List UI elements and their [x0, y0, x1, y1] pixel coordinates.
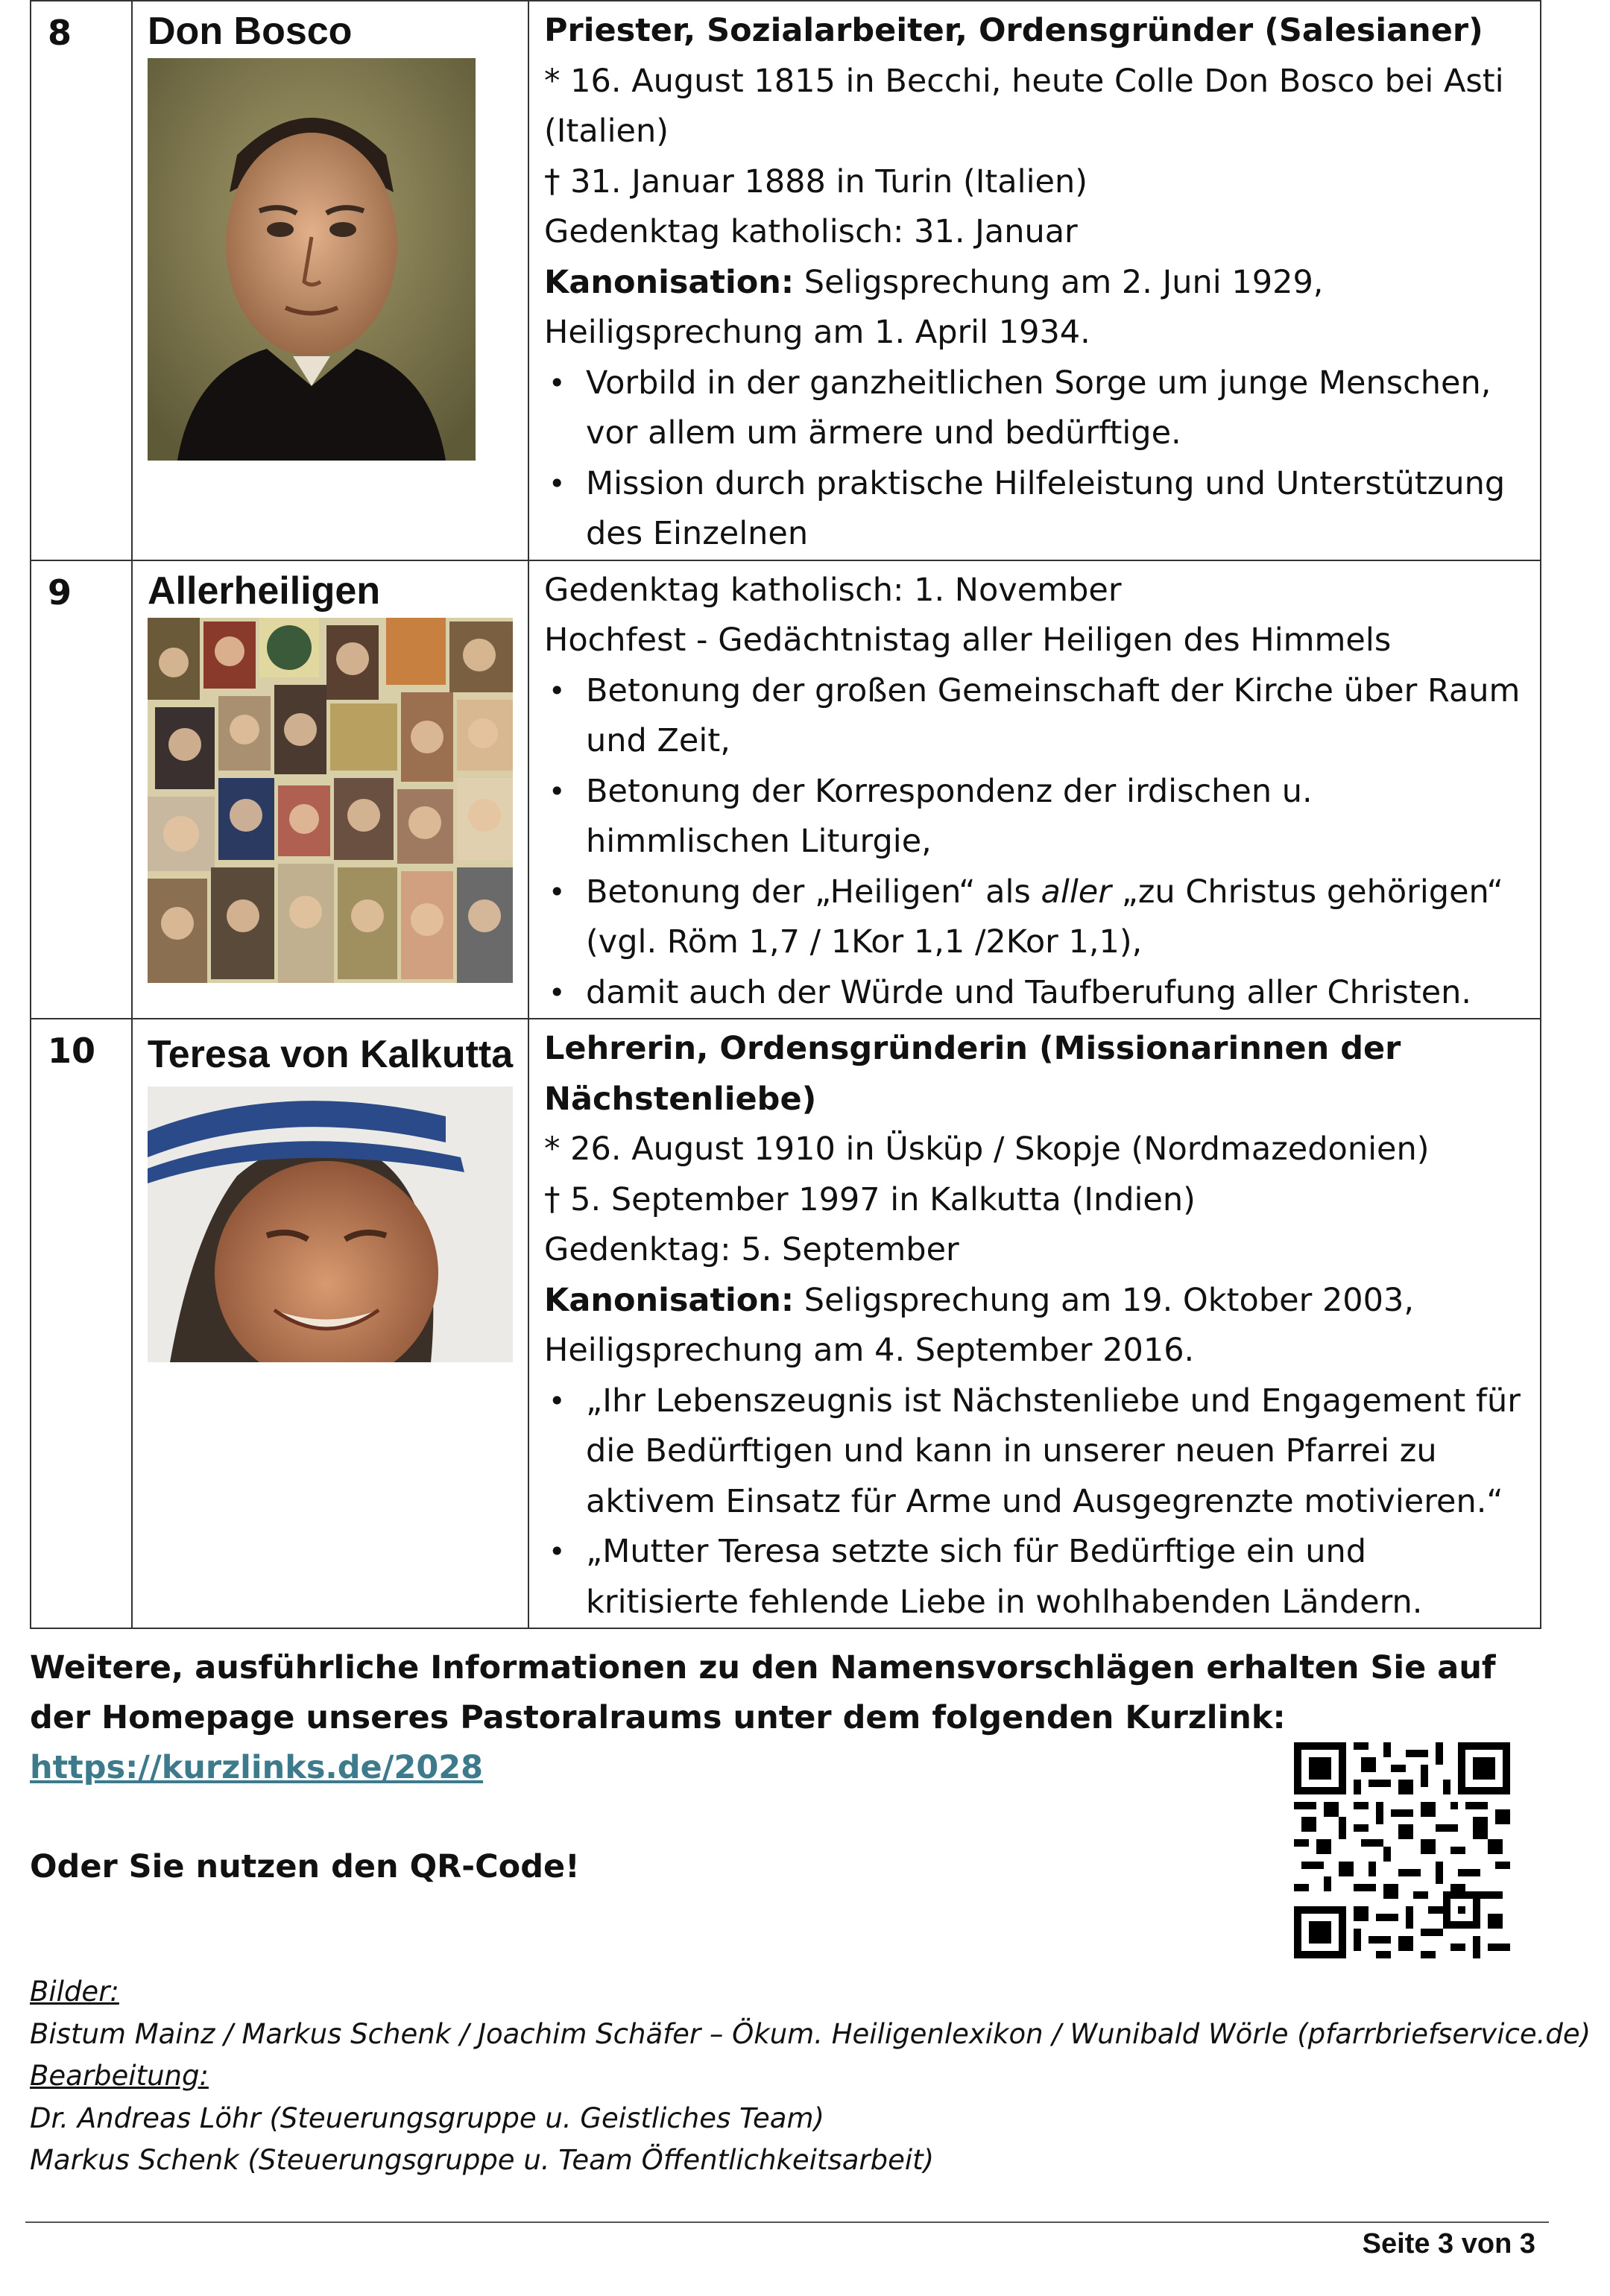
editor-line: Dr. Andreas Löhr (Steuerungsgruppe u. Geistliches Team) — [30, 2101, 824, 2134]
saint-roles: Lehrerin, Ordensgründerin (Missionarinnen der Nächstenliebe) — [544, 1030, 1401, 1118]
death-line: † 5. September 1997 in Kalkutta (Indien) — [544, 1180, 1196, 1218]
bullet-list — [544, 1376, 1527, 1628]
death-line: † 31. Januar 1888 in Turin (Italien) — [544, 162, 1088, 200]
kurzlink[interactable]: https://kurzlinks.de/2028 — [30, 1749, 484, 1786]
qr-code-icon[interactable] — [1294, 1742, 1510, 1958]
bullet-list — [544, 358, 1527, 560]
birth-line: * 26. August 1910 in Üsküp / Skopje (Nordmazedonien) — [544, 1130, 1430, 1168]
saint-name: Teresa von Kalkutta — [147, 1033, 514, 1076]
qr-note: Oder Sie nutzen den QR-Code! — [30, 1848, 580, 1885]
feast-day-line: Gedenktag: 5. September — [544, 1231, 959, 1268]
list-item: • „Ihr Lebenszeugnis ist Nächstenliebe und Engagement für die Bedürftigen und kann in unserer neuen Pfarrei zu aktivem Einsatz für Arme und Ausgegrenzte motivieren.“ — [544, 1376, 1527, 1528]
birth-line: * 16. August 1815 in Becchi, heute Colle Don Bosco bei Asti (Italien) — [544, 62, 1504, 150]
row-number: 8 — [48, 13, 72, 53]
feast-day-line: Gedenktag katholisch: 1. November — [544, 571, 1122, 609]
page-number: Seite 3 von 3 — [1362, 2228, 1535, 2259]
collage-allerheiligen-icon — [148, 618, 513, 983]
saint-roles: Priester, Sozialarbeiter, Ordensgründer (Salesianer) — [544, 12, 1483, 49]
table-row — [31, 1, 1541, 560]
list-item: • „Mutter Teresa setzte sich für Bedürftige ein und kritisierte fehlende Liebe in wohlhabenden Ländern. — [544, 1527, 1527, 1628]
list-item: • Vorbild in der ganzheitlichen Sorge um junge Menschen, vor allem um ärmere und bedürftige. — [544, 358, 1527, 459]
bullet-list — [544, 666, 1527, 1019]
images-credit: Bistum Mainz / Markus Schenk / Joachim Schäfer – Ökum. Heiligenlexikon / Wunibald Wörle (pfarrbriefservice.de) — [30, 2017, 1591, 2050]
row-number: 10 — [48, 1031, 96, 1071]
credits — [30, 1971, 1591, 2182]
list-item: • Betonung der Korrespondenz der irdischen u. himmlischen Liturgie, — [544, 767, 1527, 867]
list-item: • Betonung der großen Gemeinschaft der Kirche über Raum und Zeit, — [544, 666, 1527, 767]
row-number: 9 — [48, 572, 72, 613]
saints-table — [30, 0, 1541, 1629]
portrait-don-bosco-icon — [148, 58, 476, 461]
portrait-teresa-icon — [148, 1087, 513, 1362]
editor-line: Markus Schenk (Steuerungsgruppe u. Team Öffentlichkeitsarbeit) — [30, 2144, 935, 2176]
info-text: Weitere, ausführliche Informationen zu den Namensvorschlägen erhalten Sie auf der Homepage unseres Pastoralraums unter dem folgenden Kurzlink: — [30, 1649, 1496, 1736]
list-item: • Mission durch praktische Hilfeleistung und Unterstützung des Einzelnen — [544, 459, 1527, 560]
feast-day-line: Gedenktag katholisch: 31. Januar — [544, 213, 1078, 250]
canonization-line: Kanonisation: Seligsprechung am 19. Oktober 2003, Heiligsprechung am 4. September 2016. — [544, 1281, 1415, 1369]
footer-divider — [25, 2221, 1549, 2223]
editing-label: Bearbeitung: — [30, 2060, 209, 2092]
canonization-line: Kanonisation: Seligsprechung am 2. Juni 1929, Heiligsprechung am 1. April 1934. — [544, 263, 1324, 351]
saint-name: Don Bosco — [148, 10, 353, 53]
table-row — [31, 1019, 1541, 1628]
saint-name: Allerheiligen — [148, 569, 381, 613]
table-row — [31, 560, 1541, 1019]
description-line: Hochfest - Gedächtnistag aller Heiligen des Himmels — [544, 622, 1392, 659]
list-item: • Betonung der „Heiligen“ als aller „zu Christus gehörigen“ (vgl. Röm 1,7 / 1Kor 1,1 /2Kor 1,1), — [544, 867, 1527, 968]
images-label: Bilder: — [30, 1976, 119, 2008]
list-item: • damit auch der Würde und Taufberufung aller Christen. — [544, 968, 1527, 1019]
